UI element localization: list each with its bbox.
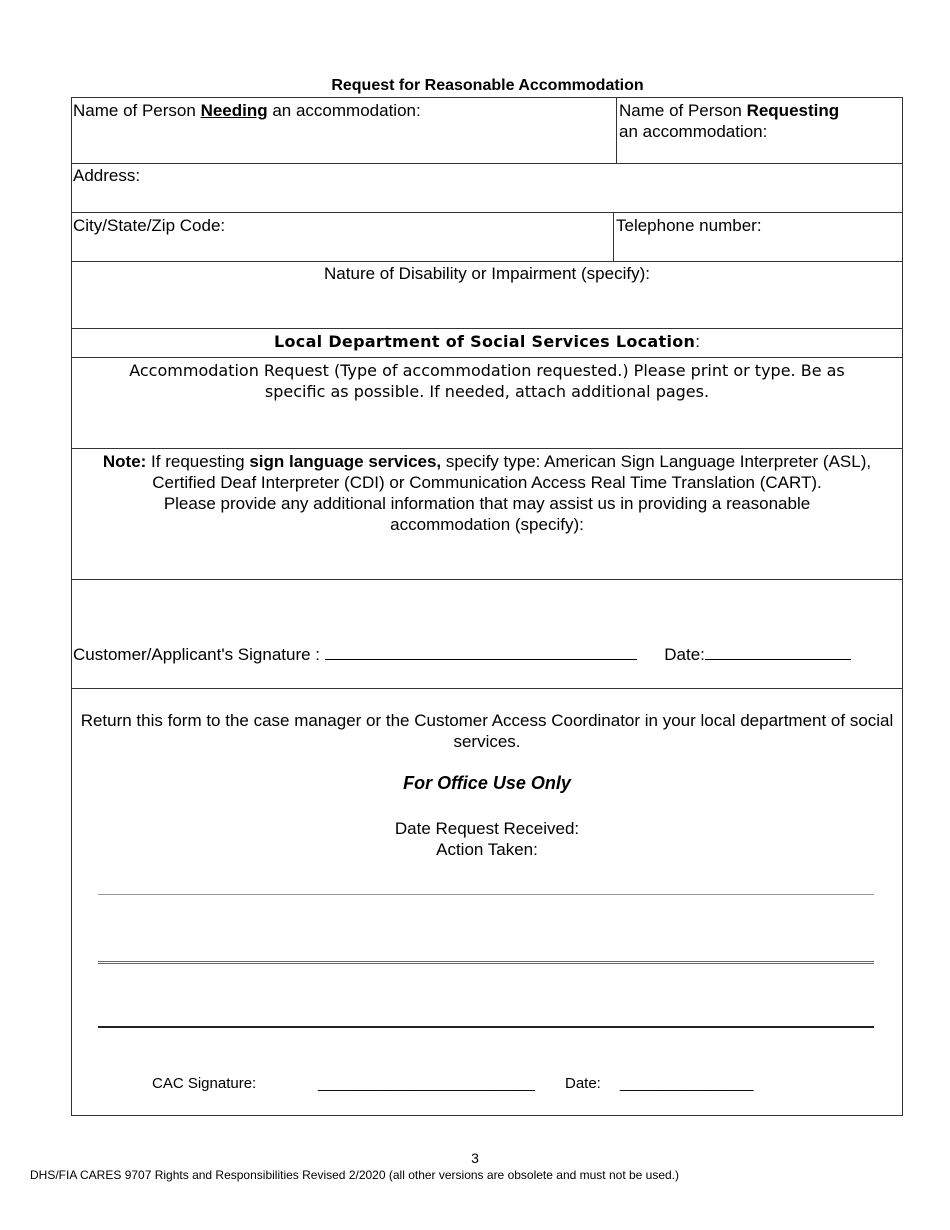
office-use-heading: For Office Use Only <box>403 773 571 793</box>
cac-date-field[interactable]: ________________ <box>620 1075 754 1092</box>
divider <box>72 688 902 689</box>
divider <box>72 448 902 449</box>
action-line-3[interactable] <box>98 1026 874 1028</box>
divider <box>72 163 902 164</box>
sign-language-note: Note: If requesting sign language services, specify type: American Sign Language Interpreter (ASL), Certified Deaf Interpreter (CDI) or Communication Access Real Time Translation (CART). Please provide any additional information that may assist us in providing a reasonable accommodation (specify): <box>102 452 872 534</box>
row3-divider <box>613 212 614 261</box>
action-line-2[interactable] <box>98 961 874 964</box>
signature-field[interactable] <box>325 645 637 660</box>
cac-signature-label: CAC Signature: <box>152 1075 257 1092</box>
divider <box>72 357 902 358</box>
address-label: Address: <box>73 166 141 185</box>
cac-signature-field[interactable]: __________________________ <box>318 1075 535 1092</box>
action-line-1[interactable] <box>98 894 874 895</box>
row1-divider <box>616 98 617 163</box>
cac-date-label: Date: <box>565 1075 601 1092</box>
signature-label: Customer/Applicant's Signature : <box>73 645 321 664</box>
action-taken-label: Action Taken: <box>436 840 538 859</box>
divider <box>72 328 902 329</box>
form-title: Request for Reasonable Accommodation <box>331 77 644 94</box>
date-field[interactable] <box>705 645 851 660</box>
signature-row <box>73 644 898 665</box>
phone-label: Telephone number: <box>616 216 762 235</box>
page-number: 3 <box>471 1150 479 1166</box>
divider <box>72 579 902 580</box>
date-label: Date: <box>664 645 705 664</box>
date-received-label: Date Request Received: <box>394 819 580 838</box>
divider <box>72 212 902 213</box>
return-instructions: Return this form to the case manager or the Customer Access Coordinator in your local department of social services. <box>80 711 894 751</box>
request-instructions: Accommodation Request (Type of accommodation requested.) Please print or type. Be as specific as possible. If needed, attach additional pages. <box>129 361 845 401</box>
disability-label: Nature of Disability or Impairment (specify): <box>324 264 650 283</box>
revision-note: DHS/FIA CARES 9707 Rights and Responsibilities Revised 2/2020 (all other versions are obsolete and must not be used.) <box>30 1168 680 1182</box>
requesting-label: Name of Person Requesting an accommodation: <box>619 101 840 141</box>
ldss-label: Local Department of Social Services Location: <box>274 332 700 351</box>
needing-label: Name of Person Needing an accommodation: <box>73 101 421 120</box>
city-label: City/State/Zip Code: <box>73 216 226 235</box>
divider <box>72 261 902 262</box>
